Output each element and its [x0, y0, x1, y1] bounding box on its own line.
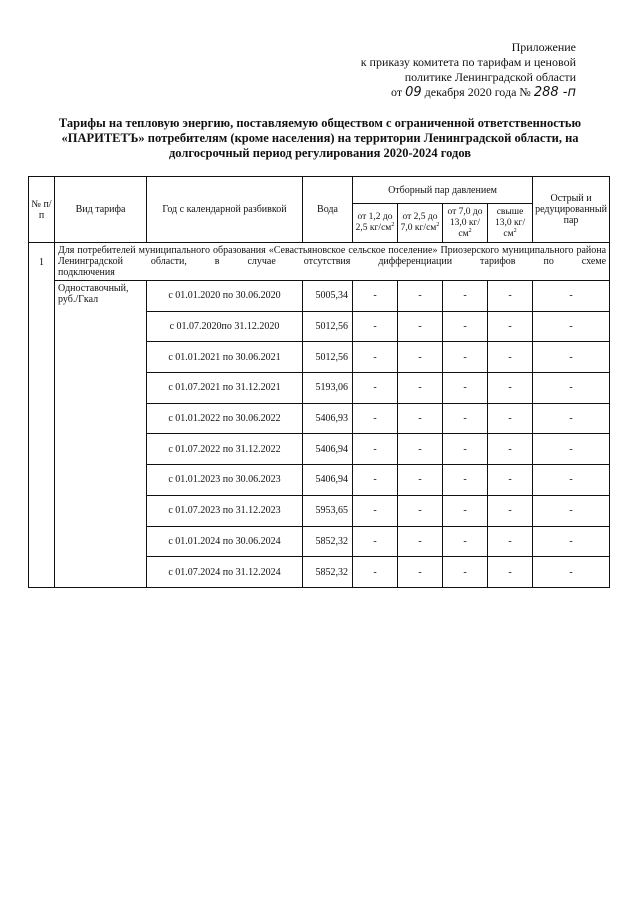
dash-cell: - — [398, 342, 443, 373]
dash-cell: - — [443, 465, 488, 496]
dash-cell: - — [353, 526, 398, 557]
dash-cell: - — [398, 281, 443, 312]
dash-cell: - — [443, 311, 488, 342]
dash-cell: - — [443, 526, 488, 557]
dash-cell: - — [398, 311, 443, 342]
document-title — [30, 116, 610, 161]
water-tariff-cell: 5852,32 — [303, 557, 353, 588]
appendix-block — [336, 40, 576, 100]
dash-cell: - — [353, 495, 398, 526]
dash-cell: - — [533, 526, 610, 557]
header-steam-1: от 1,2 до 2,5 $кг/см^2$ — [353, 204, 398, 243]
water-tariff-cell: 5193,06 — [303, 373, 353, 404]
dash-cell: - — [353, 342, 398, 373]
dash-cell: - — [443, 403, 488, 434]
header-steam-3: от 7,0 до 13,0 $кг/см^2$ — [443, 204, 488, 243]
header-tariff-type: Вид тарифа — [55, 177, 147, 243]
period-cell: с 01.01.2023 по 30.06.2023 — [147, 465, 303, 496]
period-cell: с 01.07.2022 по 31.12.2022 — [147, 434, 303, 465]
header-num: № п/п — [29, 177, 55, 243]
tariff-type-cell: Одноставочный, руб./Гкал — [55, 281, 147, 588]
dash-cell: - — [533, 495, 610, 526]
water-tariff-cell: 5406,94 — [303, 434, 353, 465]
water-tariff-cell: 5406,94 — [303, 465, 353, 496]
period-cell: с 01.07.2020по 31.12.2020 — [147, 311, 303, 342]
order-mid: декабря 2020 года № — [424, 85, 531, 99]
dash-cell: - — [353, 434, 398, 465]
dash-cell: - — [488, 557, 533, 588]
header-year: Год с календарной разбивкой — [147, 177, 303, 243]
dash-cell: - — [488, 495, 533, 526]
dash-cell: - — [398, 495, 443, 526]
period-cell: с 01.07.2024 по 31.12.2024 — [147, 557, 303, 588]
dash-cell: - — [488, 403, 533, 434]
consumer-description: Для потребителей муниципального образования «Севастьяновское сельское поселение» Приозерского муниципального района Ленинградской области, в случае отсутствия дифференциации тарифов по схеме подключения — [55, 243, 610, 281]
dash-cell: - — [398, 526, 443, 557]
dash-cell: - — [443, 557, 488, 588]
dash-cell: - — [398, 434, 443, 465]
dash-cell: - — [488, 434, 533, 465]
dash-cell: - — [443, 495, 488, 526]
order-line — [336, 85, 576, 100]
header-sharp-steam: Острый и редуцированный пар — [533, 177, 610, 243]
period-cell: с 01.01.2020 по 30.06.2020 — [147, 281, 303, 312]
dash-cell: - — [488, 342, 533, 373]
header-steam-2: от 2,5 до 7,0 $кг/см^2$ — [398, 204, 443, 243]
appendix-line-2: к приказу комитета по тарифам и ценовой — [360, 55, 576, 69]
title-line-1: Тарифы на тепловую энергию, поставляемую обществом с ограниченной ответственностью — [58, 116, 582, 130]
period-cell: с 01.07.2021 по 31.12.2021 — [147, 373, 303, 404]
dash-cell: - — [533, 557, 610, 588]
period-cell: с 01.07.2023 по 31.12.2023 — [147, 495, 303, 526]
dash-cell: - — [353, 311, 398, 342]
dash-cell: - — [443, 342, 488, 373]
order-day: 09 — [405, 85, 422, 100]
dash-cell: - — [398, 403, 443, 434]
dash-cell: - — [353, 403, 398, 434]
header-steam-4: свыше 13,0 $кг/см^2$ — [488, 204, 533, 243]
dash-cell: - — [533, 281, 610, 312]
header-water: Вода — [303, 177, 353, 243]
dash-cell: - — [353, 557, 398, 588]
dash-cell: - — [443, 281, 488, 312]
water-tariff-cell: 5012,56 — [303, 342, 353, 373]
tariff-table — [28, 176, 610, 588]
dash-cell: - — [353, 465, 398, 496]
row-number: 1 — [29, 243, 55, 588]
order-prefix: от — [391, 85, 403, 99]
dash-cell: - — [488, 311, 533, 342]
dash-cell: - — [533, 311, 610, 342]
period-cell: с 01.01.2021 по 30.06.2021 — [147, 342, 303, 373]
dash-cell: - — [488, 373, 533, 404]
water-tariff-cell: 5406,93 — [303, 403, 353, 434]
dash-cell: - — [533, 403, 610, 434]
header-steam-group: Отборный пар давлением — [353, 177, 533, 204]
water-tariff-cell: 5852,32 — [303, 526, 353, 557]
dash-cell: - — [533, 434, 610, 465]
dash-cell: - — [353, 281, 398, 312]
dash-cell: - — [488, 526, 533, 557]
title-line-3: долгосрочный период регулирования 2020-2024 годов — [168, 146, 472, 160]
table-row — [29, 281, 610, 312]
dash-cell: - — [533, 373, 610, 404]
dash-cell: - — [533, 465, 610, 496]
water-tariff-cell: 5012,56 — [303, 311, 353, 342]
dash-cell: - — [398, 373, 443, 404]
dash-cell: - — [533, 342, 610, 373]
dash-cell: - — [398, 557, 443, 588]
water-tariff-cell: 5005,34 — [303, 281, 353, 312]
dash-cell: - — [488, 465, 533, 496]
order-number: 288 -п — [533, 85, 576, 100]
dash-cell: - — [443, 373, 488, 404]
water-tariff-cell: 5953,65 — [303, 495, 353, 526]
dash-cell: - — [398, 465, 443, 496]
dash-cell: - — [353, 373, 398, 404]
dash-cell: - — [488, 281, 533, 312]
period-cell: с 01.01.2024 по 30.06.2024 — [147, 526, 303, 557]
title-line-2: «ПАРИТЕТЪ» потребителям (кроме населения) на территории Ленинградской области, на — [61, 131, 579, 145]
appendix-line-3: политике Ленинградской области — [404, 70, 576, 84]
dash-cell: - — [443, 434, 488, 465]
period-cell: с 01.01.2022 по 30.06.2022 — [147, 403, 303, 434]
appendix-title: Приложение — [511, 40, 576, 54]
